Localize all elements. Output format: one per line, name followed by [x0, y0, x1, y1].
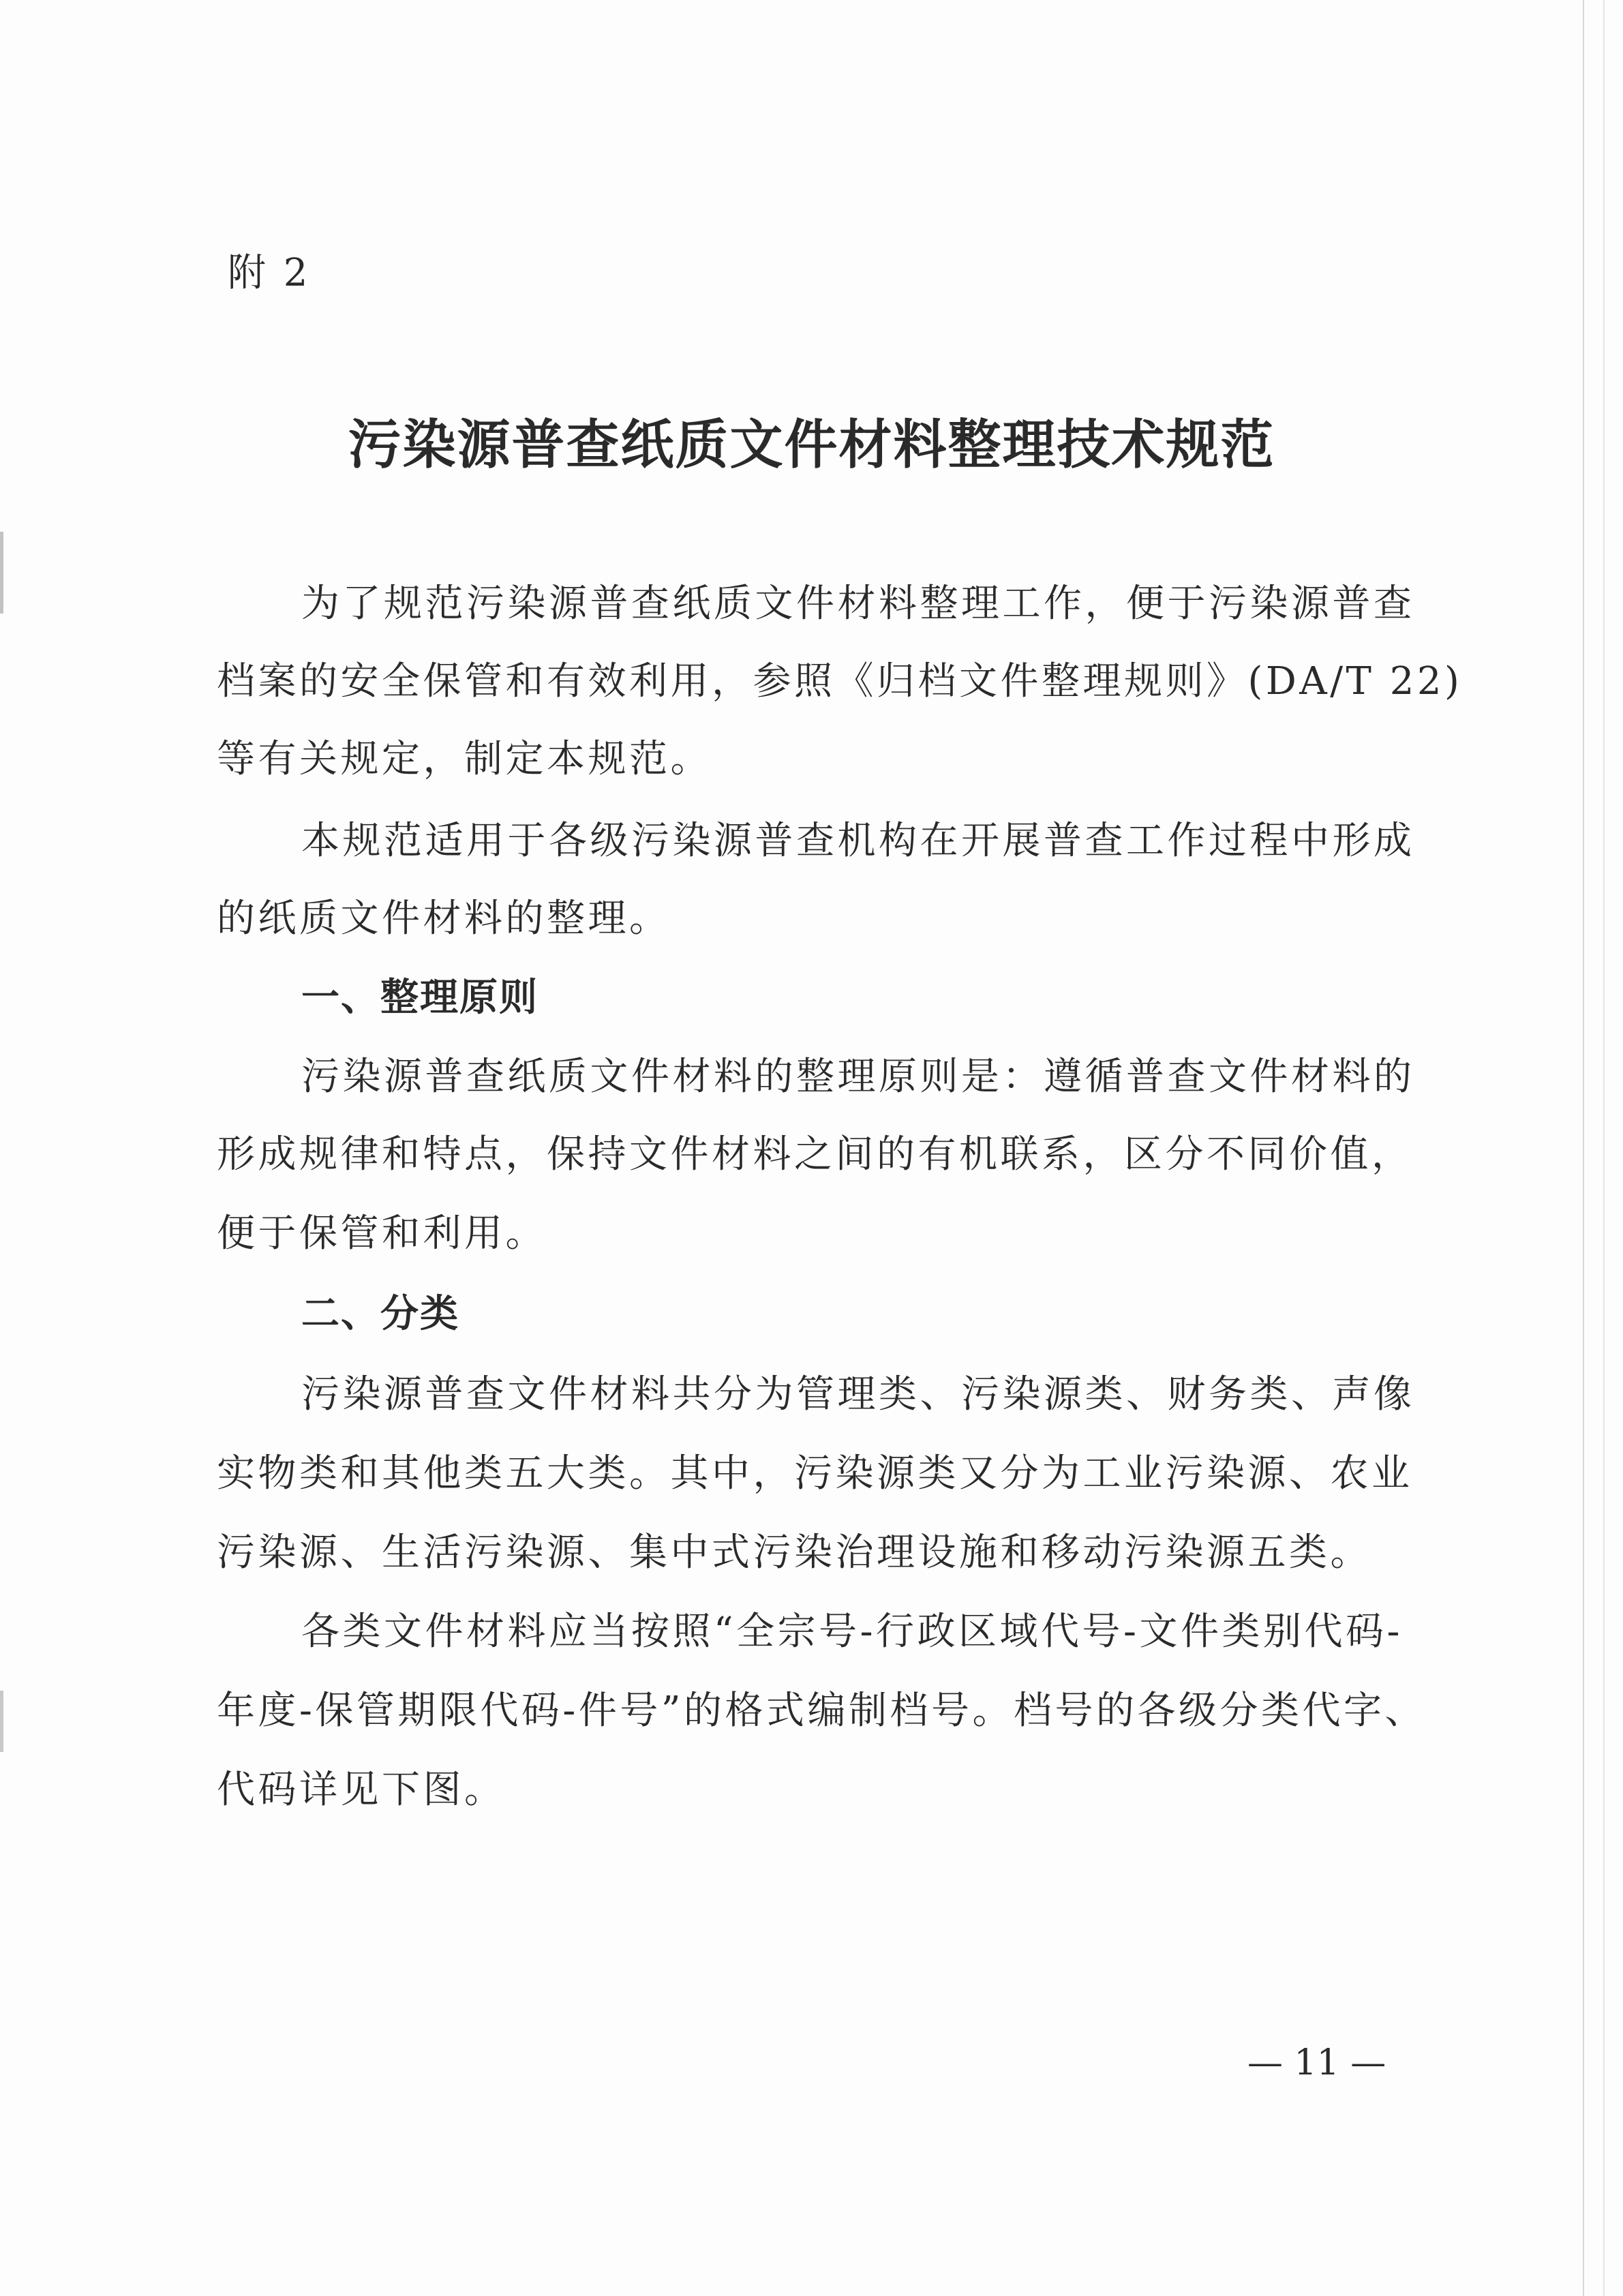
paragraph-line: 为了规范污染源普查纸质文件材料整理工作，便于污染源普查	[301, 581, 1415, 626]
paragraph-line: 实物类和其他类五大类。其中，污染源类又分为工业污染源、农业	[217, 1451, 1413, 1496]
scan-edge-line	[1603, 0, 1605, 2296]
paragraph-line: 档案的安全保管和有效利用，参照《归档文件整理规则》(DA/T 22)	[217, 659, 1463, 704]
paragraph-line: 本规范适用于各级污染源普查机构在开展普查工作过程中形成	[301, 819, 1415, 863]
paragraph-line: 年度-保管期限代码-件号”的格式编制档号。档号的各级分类代字、	[217, 1689, 1426, 1733]
document-title: 污染源普查纸质文件材料整理技术规范	[348, 414, 1275, 476]
paragraph-line: 便于保管和利用。	[217, 1211, 547, 1256]
section-heading: 二、分类	[301, 1292, 459, 1336]
paragraph-line: 代码详见下图。	[217, 1768, 506, 1812]
attachment-label: 附 2	[228, 251, 311, 295]
scan-edge-line	[1583, 0, 1584, 2296]
scan-margin-mark	[0, 1691, 3, 1752]
paragraph-line: 污染源普查文件材料共分为管理类、污染源类、财务类、声像	[301, 1372, 1415, 1417]
paragraph-line: 污染源、生活污染源、集中式污染治理设施和移动污染源五类。	[217, 1530, 1371, 1575]
section-heading: 一、整理原则	[301, 976, 539, 1020]
paragraph-line: 等有关规定，制定本规范。	[217, 737, 712, 781]
paragraph-line: 各类文件材料应当按照“全宗号-行政区域代号-文件类别代码-	[301, 1610, 1403, 1654]
paragraph-line: 形成规律和特点，保持文件材料之间的有机联系，区分不同价值，	[217, 1132, 1413, 1177]
paragraph-line: 污染源普查纸质文件材料的整理原则是：遵循普查文件材料的	[301, 1055, 1415, 1099]
scan-margin-mark	[0, 532, 3, 614]
paragraph-line: 的纸质文件材料的整理。	[217, 896, 671, 941]
page-number: — 11 —	[1247, 2042, 1386, 2083]
